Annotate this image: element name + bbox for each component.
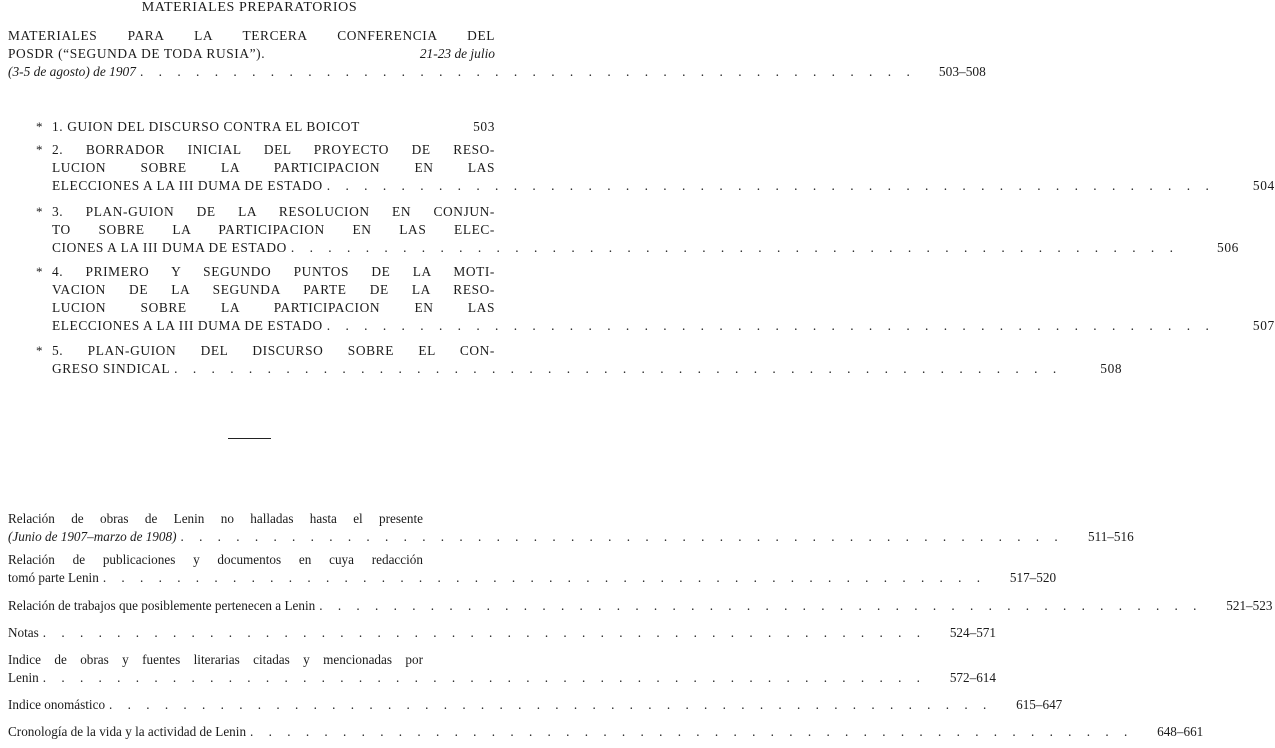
dot-leader: . . . . . . . . . . . . . . . . . . . . . . . . . . . . . . . . . . . . . . . . . . . . . . . .: [42, 670, 926, 685]
toc-entry-item-line: LUCION SOBRE LA PARTICIPACION EN LAS: [52, 160, 495, 175]
item-title-text: GRESO SINDICAL: [52, 361, 171, 376]
item-number: 1.: [52, 119, 68, 134]
toc-entry-item-line: [52, 263, 495, 281]
toc-entry-back-text: Notas: [8, 625, 39, 640]
page-number: 524–571: [949, 625, 996, 640]
toc-entry-back[interactable]: [8, 624, 996, 642]
item-number: 5.: [52, 343, 88, 358]
item-number: 3.: [52, 204, 86, 219]
toc-entry-back[interactable]: [8, 723, 1204, 741]
toc-entry-back-text: tomó parte Lenin: [8, 570, 99, 585]
page-number: 507: [1252, 318, 1275, 333]
page-number: 504: [1252, 178, 1275, 193]
toc-entry-back[interactable]: [8, 696, 1063, 714]
toc-entry-back-line: [8, 669, 996, 687]
page-number: 521–523: [1226, 598, 1273, 613]
toc-entry-intro-line-2: [8, 45, 495, 63]
page-number: 615–647: [1016, 697, 1063, 712]
toc-entry-item-line: VACION DE LA SEGUNDA PARTE DE LA RESO-: [52, 282, 495, 297]
dot-leader: . . . . . . . . . . . . . . . . . . . . . . . . . . . . . . . . . . . . . . . . . . . . . . . .: [326, 318, 1215, 333]
item-asterisk: *: [36, 204, 43, 219]
dot-leader: . . . . . . . . . . . . . . . . . . . . . . . . . . . . . . . . . . . . . . . . . . . . . . . .: [109, 697, 993, 712]
section-divider: [228, 438, 271, 439]
toc-entry-back-line: [8, 528, 1134, 546]
toc-entry-item[interactable]: [52, 263, 1275, 335]
item-title-text: GUION DEL DISCURSO CONTRA EL BOICOT: [67, 119, 360, 134]
page-number: 503: [473, 119, 495, 134]
toc-entry-intro-line-3: [8, 63, 986, 81]
toc-entry-item-line: [52, 360, 1123, 378]
item-asterisk: *: [36, 264, 43, 279]
toc-entry-intro-line-2-text: POSDR (“SEGUNDA DE TODA RUSIA”).: [8, 46, 266, 61]
item-asterisk: *: [36, 343, 43, 358]
toc-entry-back[interactable]: [8, 510, 1134, 546]
toc-entry-back[interactable]: [8, 597, 1273, 615]
toc-entry-item[interactable]: [52, 342, 1123, 378]
item-number: 4.: [52, 264, 86, 279]
toc-entry-intro-date-2: (3-5 de agosto) de 1907: [8, 64, 136, 79]
dot-leader: . . . . . . . . . . . . . . . . . . . . . . . . . . . . . . . . . . . . . . . . . . . . . . . .: [319, 598, 1203, 613]
toc-entry-back-text: (Junio de 1907–marzo de 1908): [8, 529, 177, 544]
toc-entry-item-line: [52, 177, 1275, 195]
item-number: 2.: [52, 142, 86, 157]
dot-leader: . . . . . . . . . . . . . . . . . . . . . . . . . . . . . . . . . . . . . . . . . . . . . . . .: [102, 570, 987, 585]
page-number: 508: [1100, 361, 1123, 376]
toc-entry-back-line: Relación de obras de Lenin no halladas hasta el presente: [8, 511, 423, 526]
page-number: 503–508: [938, 64, 986, 79]
page-number: 648–661: [1157, 724, 1204, 739]
toc-entry-back[interactable]: [8, 651, 996, 687]
toc-entry-back-text: Cronología de la vida y la actividad de Lenin: [8, 724, 247, 739]
toc-entry-back-text: Indice onomástico: [8, 697, 106, 712]
item-title-text: CIONES A LA III DUMA DE ESTADO: [52, 240, 287, 255]
dot-leader: . . . . . . . . . . . . . . . . . . . . . . . . . . . . . . . . . . . . . . . . . . . . . . . .: [174, 361, 1063, 376]
toc-entry-intro[interactable]: [8, 27, 986, 81]
item-title-text: BORRADOR INICIAL DEL PROYECTO DE RESO-: [85, 142, 495, 157]
toc-entry-item-line: [52, 317, 1275, 335]
dot-leader: . . . . . . . . . . . . . . . . . . . . . . . . . . . . . . . . . . . . . . . . . . . . . . . .: [326, 178, 1215, 193]
dot-leader: . . . . . . . . . . . . . . . . . . . . . . . . . . . . . . . . . . . . . . . . . . . . . . . .: [250, 724, 1134, 739]
page-number: 511–516: [1088, 529, 1134, 544]
item-title-text: ELECCIONES A LA III DUMA DE ESTADO: [52, 318, 323, 333]
toc-entry-back-line: [8, 624, 996, 642]
dot-leader: . . . . . . . . . . . . . . . . . . . . . . . . . . . . . . . . . . . . . . . . . . . . . . . .: [180, 529, 1064, 544]
item-asterisk: *: [36, 142, 43, 157]
toc-entry-back[interactable]: [8, 551, 1057, 587]
item-title-text: ELECCIONES A LA III DUMA DE ESTADO: [52, 178, 323, 193]
toc-entry-back-text: Relación de trabajos que posiblemente pertenecen a Lenin: [8, 598, 316, 613]
item-title-text: PLAN-GUION DE LA RESOLUCION EN CONJUN-: [85, 204, 495, 219]
toc-entry-back-line: Indice de obras y fuentes literarias citadas y mencionadas por: [8, 652, 423, 667]
toc-entry-item-line: [52, 141, 495, 159]
toc-entry-item[interactable]: [52, 203, 1239, 257]
dot-leader: . . . . . . . . . . . . . . . . . . . . . . . . . . . . . . . . . . . . . . . . . . . . . . . .: [42, 625, 926, 640]
toc-entry-item-line: LUCION SOBRE LA PARTICIPACION EN LAS: [52, 300, 495, 315]
toc-entry-intro-date: 21-23 de julio: [419, 46, 495, 61]
toc-entry-back-line: [8, 723, 1204, 741]
dot-leader: . . . . . . . . . . . . . . . . . . . . . . . . . . . . . . . . . . . . . . . . . .: [139, 64, 916, 79]
toc-entry-item-line: [52, 203, 495, 221]
toc-entry-back-line: Relación de publicaciones y documentos en cuya redacción: [8, 552, 423, 567]
toc-entry-back-line: [8, 597, 1273, 615]
section-header: MATERIALES PREPARATORIOS: [141, 0, 358, 15]
page-number: 506: [1217, 240, 1239, 255]
toc-entry-back-line: [8, 569, 1057, 587]
toc-entry-item-line: [52, 239, 1239, 257]
toc-entry-back-line: [8, 696, 1063, 714]
item-title-text: PLAN-GUION DEL DISCURSO SOBRE EL CON-: [87, 343, 495, 358]
toc-entry-item-line: [52, 118, 495, 136]
toc-entry-item[interactable]: [52, 118, 495, 136]
page-number: 517–520: [1009, 570, 1057, 585]
item-title-text: PRIMERO Y SEGUNDO PUNTOS DE LA MOTI-: [85, 264, 495, 279]
dot-leader: . . . . . . . . . . . . . . . . . . . . . . . . . . . . . . . . . . . . . . . . . . . . . . . .: [290, 240, 1179, 255]
toc-entry-intro-line-1: MATERIALES PARA LA TERCERA CONFERENCIA DEL: [8, 28, 495, 43]
item-asterisk: *: [36, 119, 43, 134]
toc-entry-item-line: TO SOBRE LA PARTICIPACION EN LAS ELEC-: [52, 222, 495, 237]
toc-entry-back-text: Lenin: [8, 670, 39, 685]
toc-entry-item[interactable]: [52, 141, 1275, 195]
toc-entry-item-line: [52, 342, 495, 360]
page-number: 572–614: [949, 670, 996, 685]
